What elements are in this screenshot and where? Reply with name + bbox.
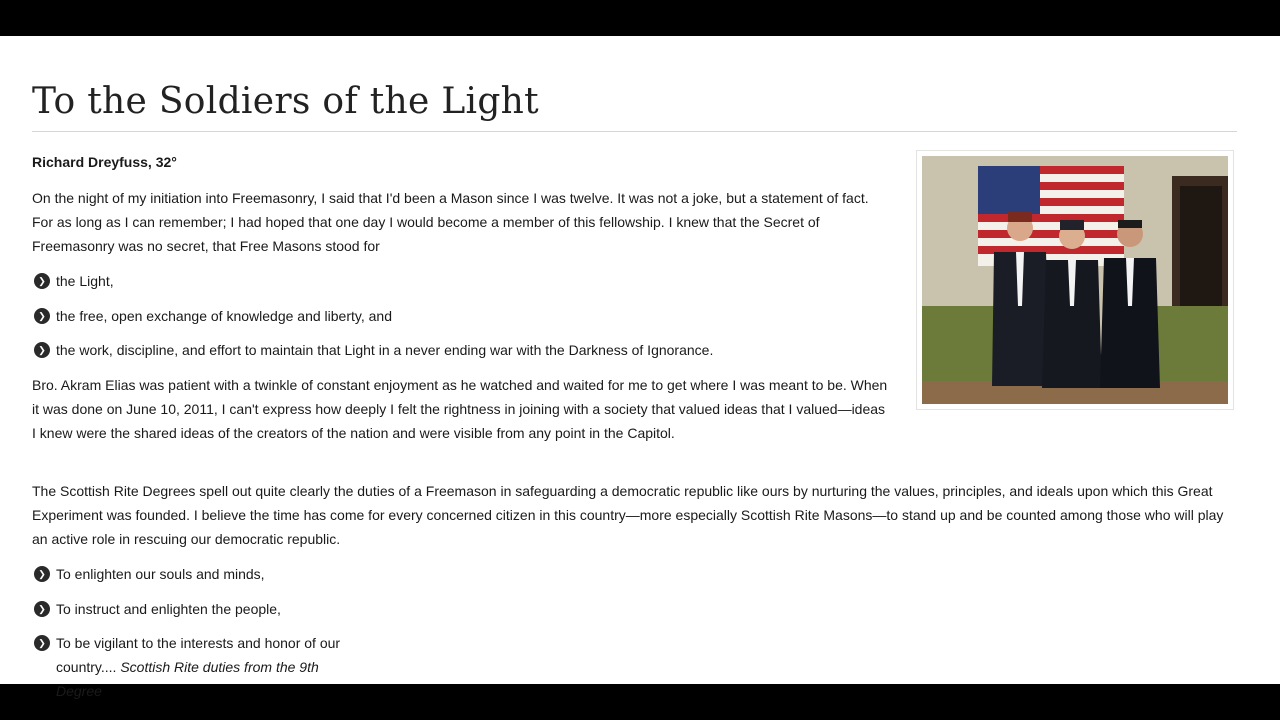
chevron-right-circle-icon: ❯ — [34, 635, 50, 651]
body-paragraph: Bro. Akram Elias was patient with a twinkle of constant enjoyment as he watched and waited for me to get where I was meant to be. When it was done on June 10, 2011, I can't express how deeply I felt the rightness in joining with a society that valued ideas that I valued—ideas I knew were the shared ideas of the creators of the nation and were visible from any point in the Capitol. — [32, 377, 888, 441]
citation: Scottish Rite duties from the 9th Degree — [56, 659, 319, 699]
list-item-text: To be vigilant to the interests and honor of our country.... Scottish Rite duties from the 9th Degree — [56, 635, 341, 699]
author-byline: Richard Dreyfuss, 32° — [32, 154, 177, 170]
list-item-text: the work, discipline, and effort to maintain that Light in a never ending war with the Darkness of Ignorance. — [56, 342, 714, 358]
list-item-text: the Light, — [56, 273, 114, 289]
title-divider — [32, 131, 1237, 132]
list-item-text: the free, open exchange of knowledge and liberty, and — [56, 308, 392, 324]
article-page — [0, 36, 1280, 699]
chevron-right-circle-icon: ❯ — [34, 601, 50, 617]
chevron-right-circle-icon: ❯ — [34, 308, 50, 324]
list-item-text: To enlighten our souls and minds, — [56, 566, 265, 582]
list-item — [34, 562, 265, 586]
list-item — [34, 597, 281, 621]
list-item-text: To instruct and enlighten the people, — [56, 601, 281, 617]
list-item — [34, 631, 346, 703]
chevron-right-circle-icon: ❯ — [34, 342, 50, 358]
body-paragraph: The Scottish Rite Degrees spell out quite clearly the duties of a Freemason in safeguarding a democratic republic like ours by nurturing the values, principles, and ideals upon which this Great Experiment was founded. I believe the time has come for every concerned citizen in this country—more especially Scottish Rite Masons—to stand up and be counted among those who will play an active role in rescuing our democratic republic. — [32, 483, 1224, 547]
chevron-right-circle-icon: ❯ — [34, 566, 50, 582]
list-item — [34, 338, 713, 362]
article-photo — [916, 150, 1234, 410]
photo-three-men-flag — [922, 156, 1228, 404]
chevron-right-circle-icon: ❯ — [34, 273, 50, 289]
page-title: To the Soldiers of the Light — [32, 81, 539, 122]
list-item — [34, 269, 114, 293]
intro-paragraph: On the night of my initiation into Freemasonry, I said that I'd been a Mason since I was twelve. It was not a joke, but a statement of fact. For as long as I can remember; I had hoped that one day I would become a member of this fellowship. I knew that the Secret of Freemasonry was no secret, that Free Masons stood for — [32, 190, 869, 254]
list-item — [34, 304, 392, 328]
